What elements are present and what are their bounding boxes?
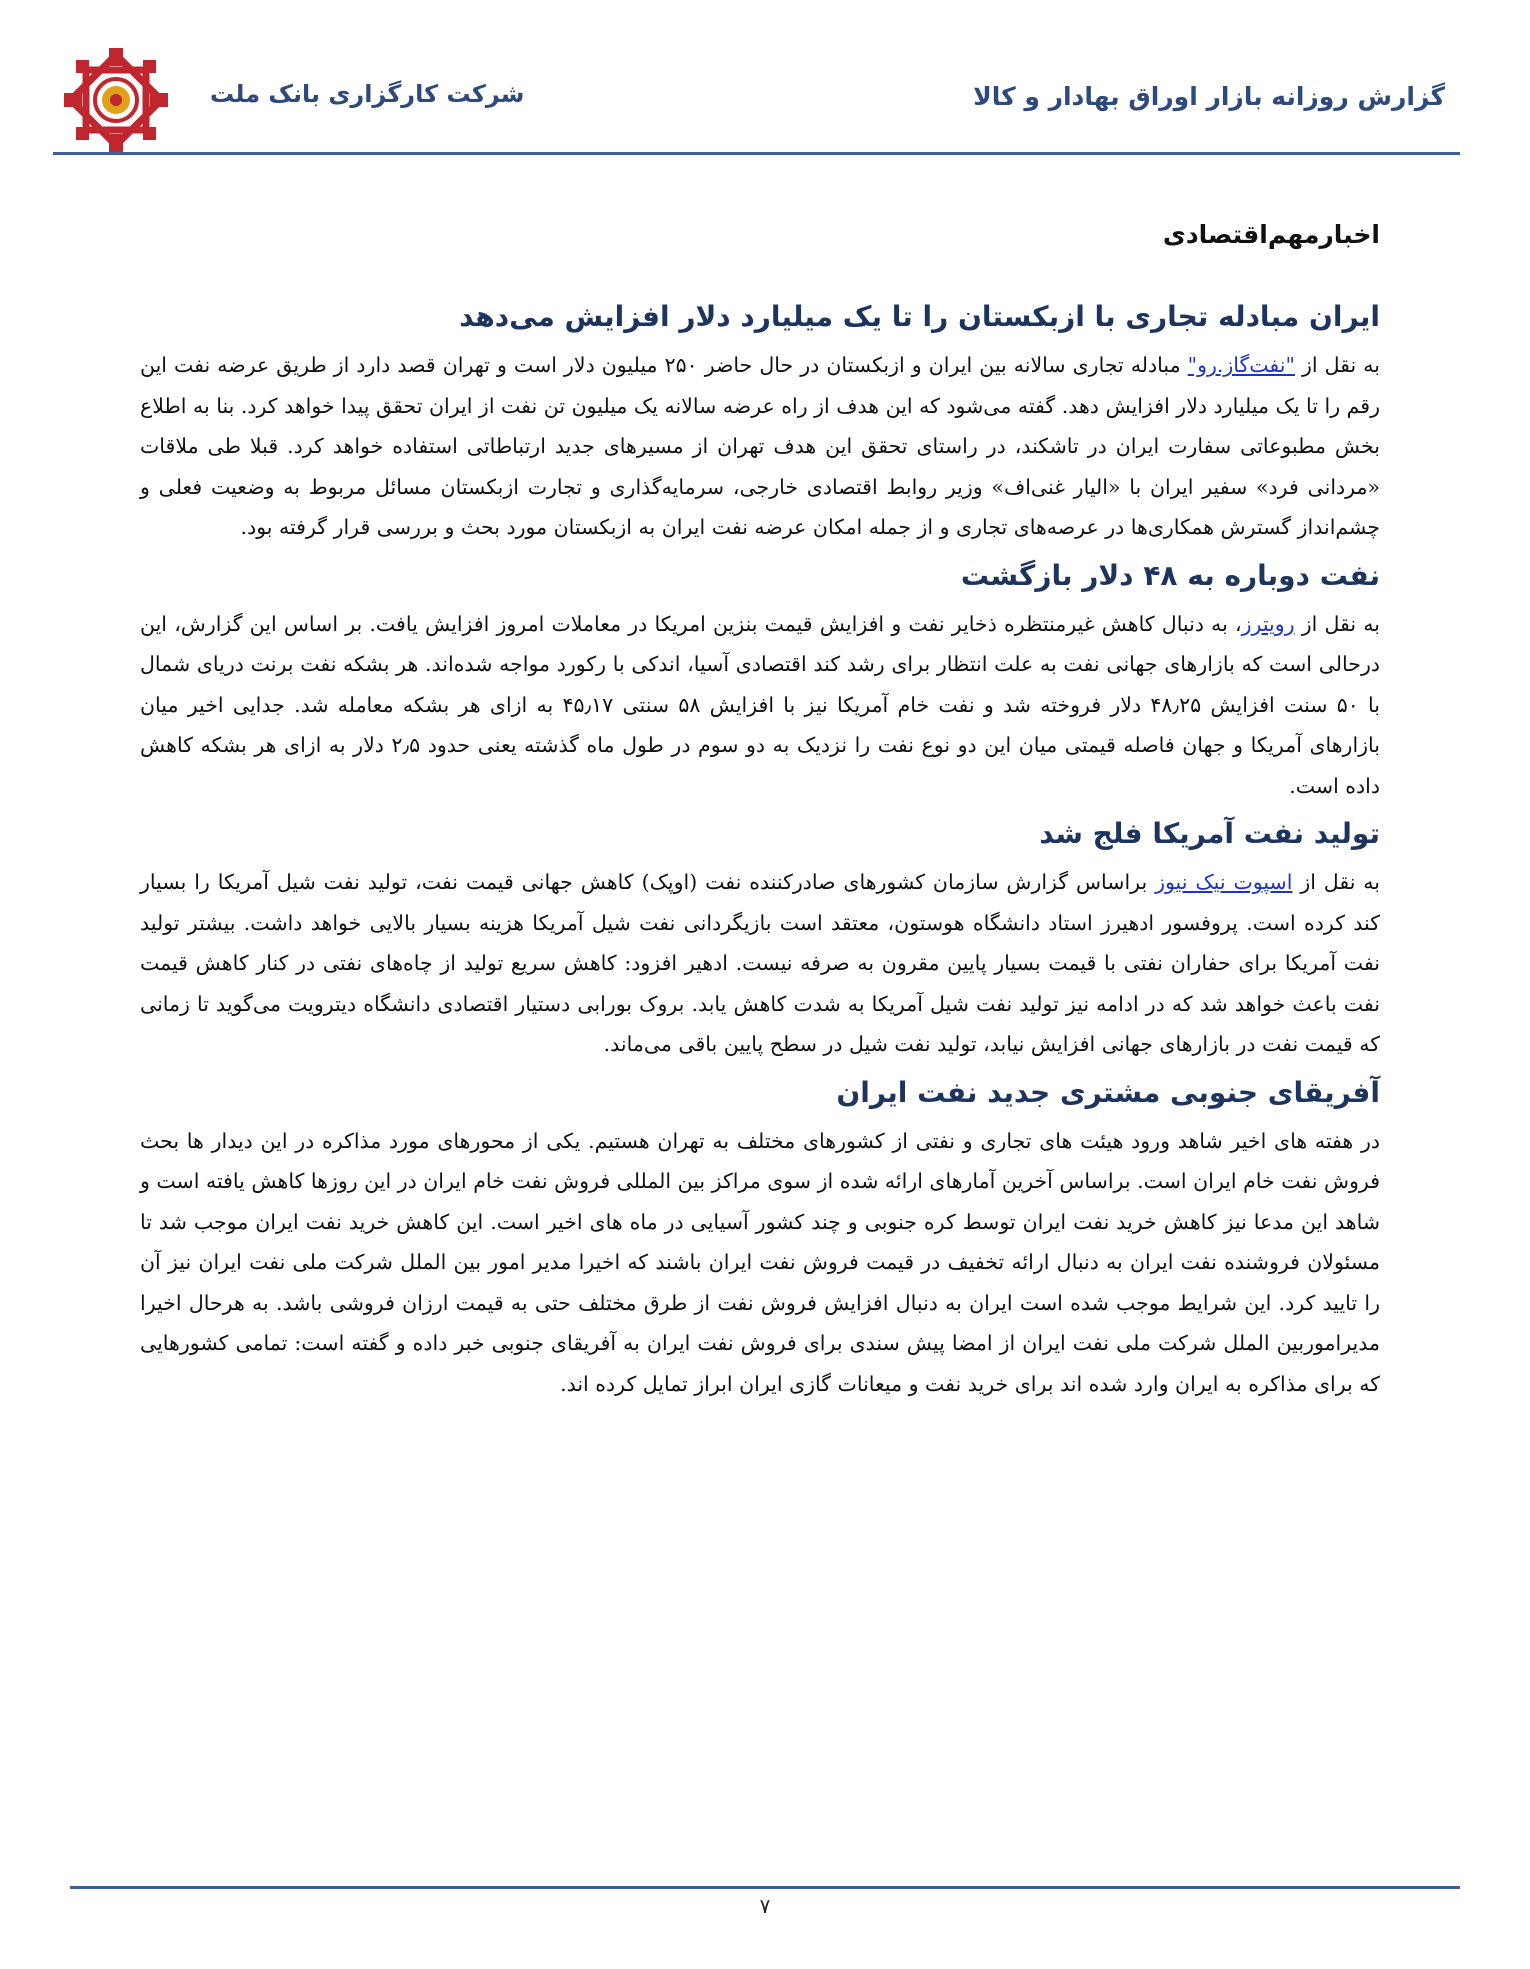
page-number: ۷: [759, 1894, 771, 1918]
article-title: نفت دوباره به ۴۸ دلار بازگشت: [960, 558, 1380, 592]
article: [140, 556, 1380, 807]
article-title: آفریقای جنوبی مشتری جدید نفت ایران: [836, 1075, 1380, 1109]
article-body: [140, 604, 1380, 807]
article: [140, 814, 1380, 1065]
page-header: [0, 0, 1530, 160]
source-link[interactable]: "نفت‌گاز.رو": [1187, 353, 1295, 377]
article-text: در هفته های اخیر شاهد ورود هیئت های تجاری و نفتی از کشورهای مختلف به تهران هستیم. یکی از محورهای مورد مذاکره در این دیدار ها بحث فروش نفت خام ایران است. براساس آخرین آمارهای ارائه شده از سوی مراکز بین المللی فروش نفت خام ایران در این روزها کاهش یافته است و شاهد این مدعا نیز کاهش خرید نفت ایران توسط کره جنوبی و چند کشور آسیایی در ماه های اخیر است. این کاهش خرید نفت ایران موجب شد تا مسئولان فروشنده نفت ایران به دنبال ارائه تخفیف در قیمت فروش نفت ایران باشند که اخیرا مدیر امور بین الملل شرکت ملی نفت ایران نیز آن را تایید کرد. این شرایط موجب شده است ایران به دنبال افزایش فروش نفت از طرق مختلف حتی به قیمت ارزان فروشی باشد. به هرحال اخیرا مدیراموربین الملل شرکت ملی نفت ایران از امضا پیش سندی برای فروش نفت ایران به آفریقای جنوبی خبر داده و گفته است: تمامی کشورهایی که برای مذاکره به ایران وارد شده اند برای خرید نفت و میعانات گازی ایران ابراز تمایل کرده اند.: [140, 1128, 1380, 1396]
article-text: ، به دنبال کاهش غیرمنتظره ذخایر نفت و افزایش قیمت بنزین امریکا در معاملات امروز افزایش یافت. بر اساس این گزارش، این درحالی است که بازارهای جهانی نفت به علت انتظار برای رشد کند اقتصادی آسیا، اندکی با رکورد مواجه شده‌اند. هر بشکه نفت برنت دریای شمال با ۵۰ سنت افزایش ۴۸٫۲۵ دلار فروخته شد و نفت خام آمریکا نیز با افزایش ۵۸ سنتی ۴۵٫۱۷ به ازای هر بشکه معامله شد. جدایی اخیر میان بازارهای آمریکا و جهان فاصله قیمتی میان این دو نوع نفت را نزدیک به دو سوم در طول ماه گذشته یعنی حدود ۲٫۵ دلار به ازای هر بشکه کاهش داده است.: [140, 611, 1381, 798]
article-title: تولید نفت آمریکا فلج شد: [1039, 817, 1380, 850]
main-content: [140, 220, 1380, 1412]
article: [140, 297, 1380, 548]
header-divider: [53, 152, 1460, 155]
article: [140, 1073, 1380, 1405]
company-name: شرکت کارگزاری بانک ملت: [210, 80, 525, 108]
source-prefix: به نقل از: [1294, 353, 1380, 377]
footer-divider: [70, 1886, 1460, 1889]
article-text: براساس گزارش سازمان کشورهای صادرکننده نفت (اوپک) کاهش جهانی قیمت نفت، تولید نفت شیل آمریکا را بسیار کند کرده است. پروفسور ادهیرز استاد دانشگاه هوستون، معتقد است بازیگردانی نفت شیل آمریکا هزینه بسیار بالایی خواهد داشت. بیشتر تولید نفت آمریکا برای حفاران نفتی با قیمت بسیار پایین مقرون به صرفه نیست. ادهیر افزود: کاهش سریع تولید از چاه‌های نفتی در کنار کاهش قیمت نفت باعث خواهد شد که در ادامه نیز تولید نفت شیل آمریکا به شدت کاهش یابد. بروک بورابی دستیار اقتصادی دانشگاه دیترویت می‌گوید تا زمانی که قیمت نفت در بازارهای جهانی افزایش نیابد، تولید نفت شیل در سطح پایین باقی می‌ماند.: [140, 870, 1380, 1056]
source-link[interactable]: رویترز: [1241, 611, 1295, 636]
article-body: [140, 345, 1380, 548]
section-label: اخبارمهم‌اقتصادی: [1162, 220, 1380, 249]
source-link[interactable]: اسپوت نیک نیوز: [1155, 870, 1293, 894]
source-prefix: به نقل از: [1294, 611, 1380, 636]
article-title: ایران مبادله تجاری با ازبکستان را تا یک میلیارد دلار افزایش می‌دهد: [459, 300, 1380, 333]
report-title: گزارش روزانه بازار اوراق بهادار و کالا: [973, 82, 1445, 111]
article-text: مبادله تجاری سالانه بین ایران و ازبکستان در حال حاضر ۲۵۰ میلیون دلار است و تهران قصد دارد از طریق عرضه نفت این رقم را تا یک میلیارد دلار افزایش دهد. گفته می‌شود که این هدف از راه عرضه سالانه یک میلیون تن نفت از ایران تحقق پیدا خواهد کرد. بنا به اطلاع بخش مطبوعاتی سفارت ایران در تاشکند، در راستای تحقق این هدف تهران از مسیرهای جدید ارتباطاتی استفاده خواهد کرد. قبلا طی ملاقات «مردانی فرد» سفیر ایران با «الیار غنی‌اف» وزیر روابط اقتصادی خارجی، سرمایه‌گذاری و تجارت ازبکستان مسائل مربوط به وضعیت فعلی و چشم‌انداز گسترش همکاری‌ها در عرصه‌های تجاری و از جمله امکان عرضه نفت ایران به ازبکستان مورد بحث و بررسی قرار گرفته بود.: [140, 353, 1380, 539]
article-body: [140, 862, 1380, 1065]
article-body: [140, 1121, 1380, 1405]
bank-mellat-logo-icon: [62, 46, 170, 154]
source-prefix: به نقل از: [1292, 870, 1380, 894]
